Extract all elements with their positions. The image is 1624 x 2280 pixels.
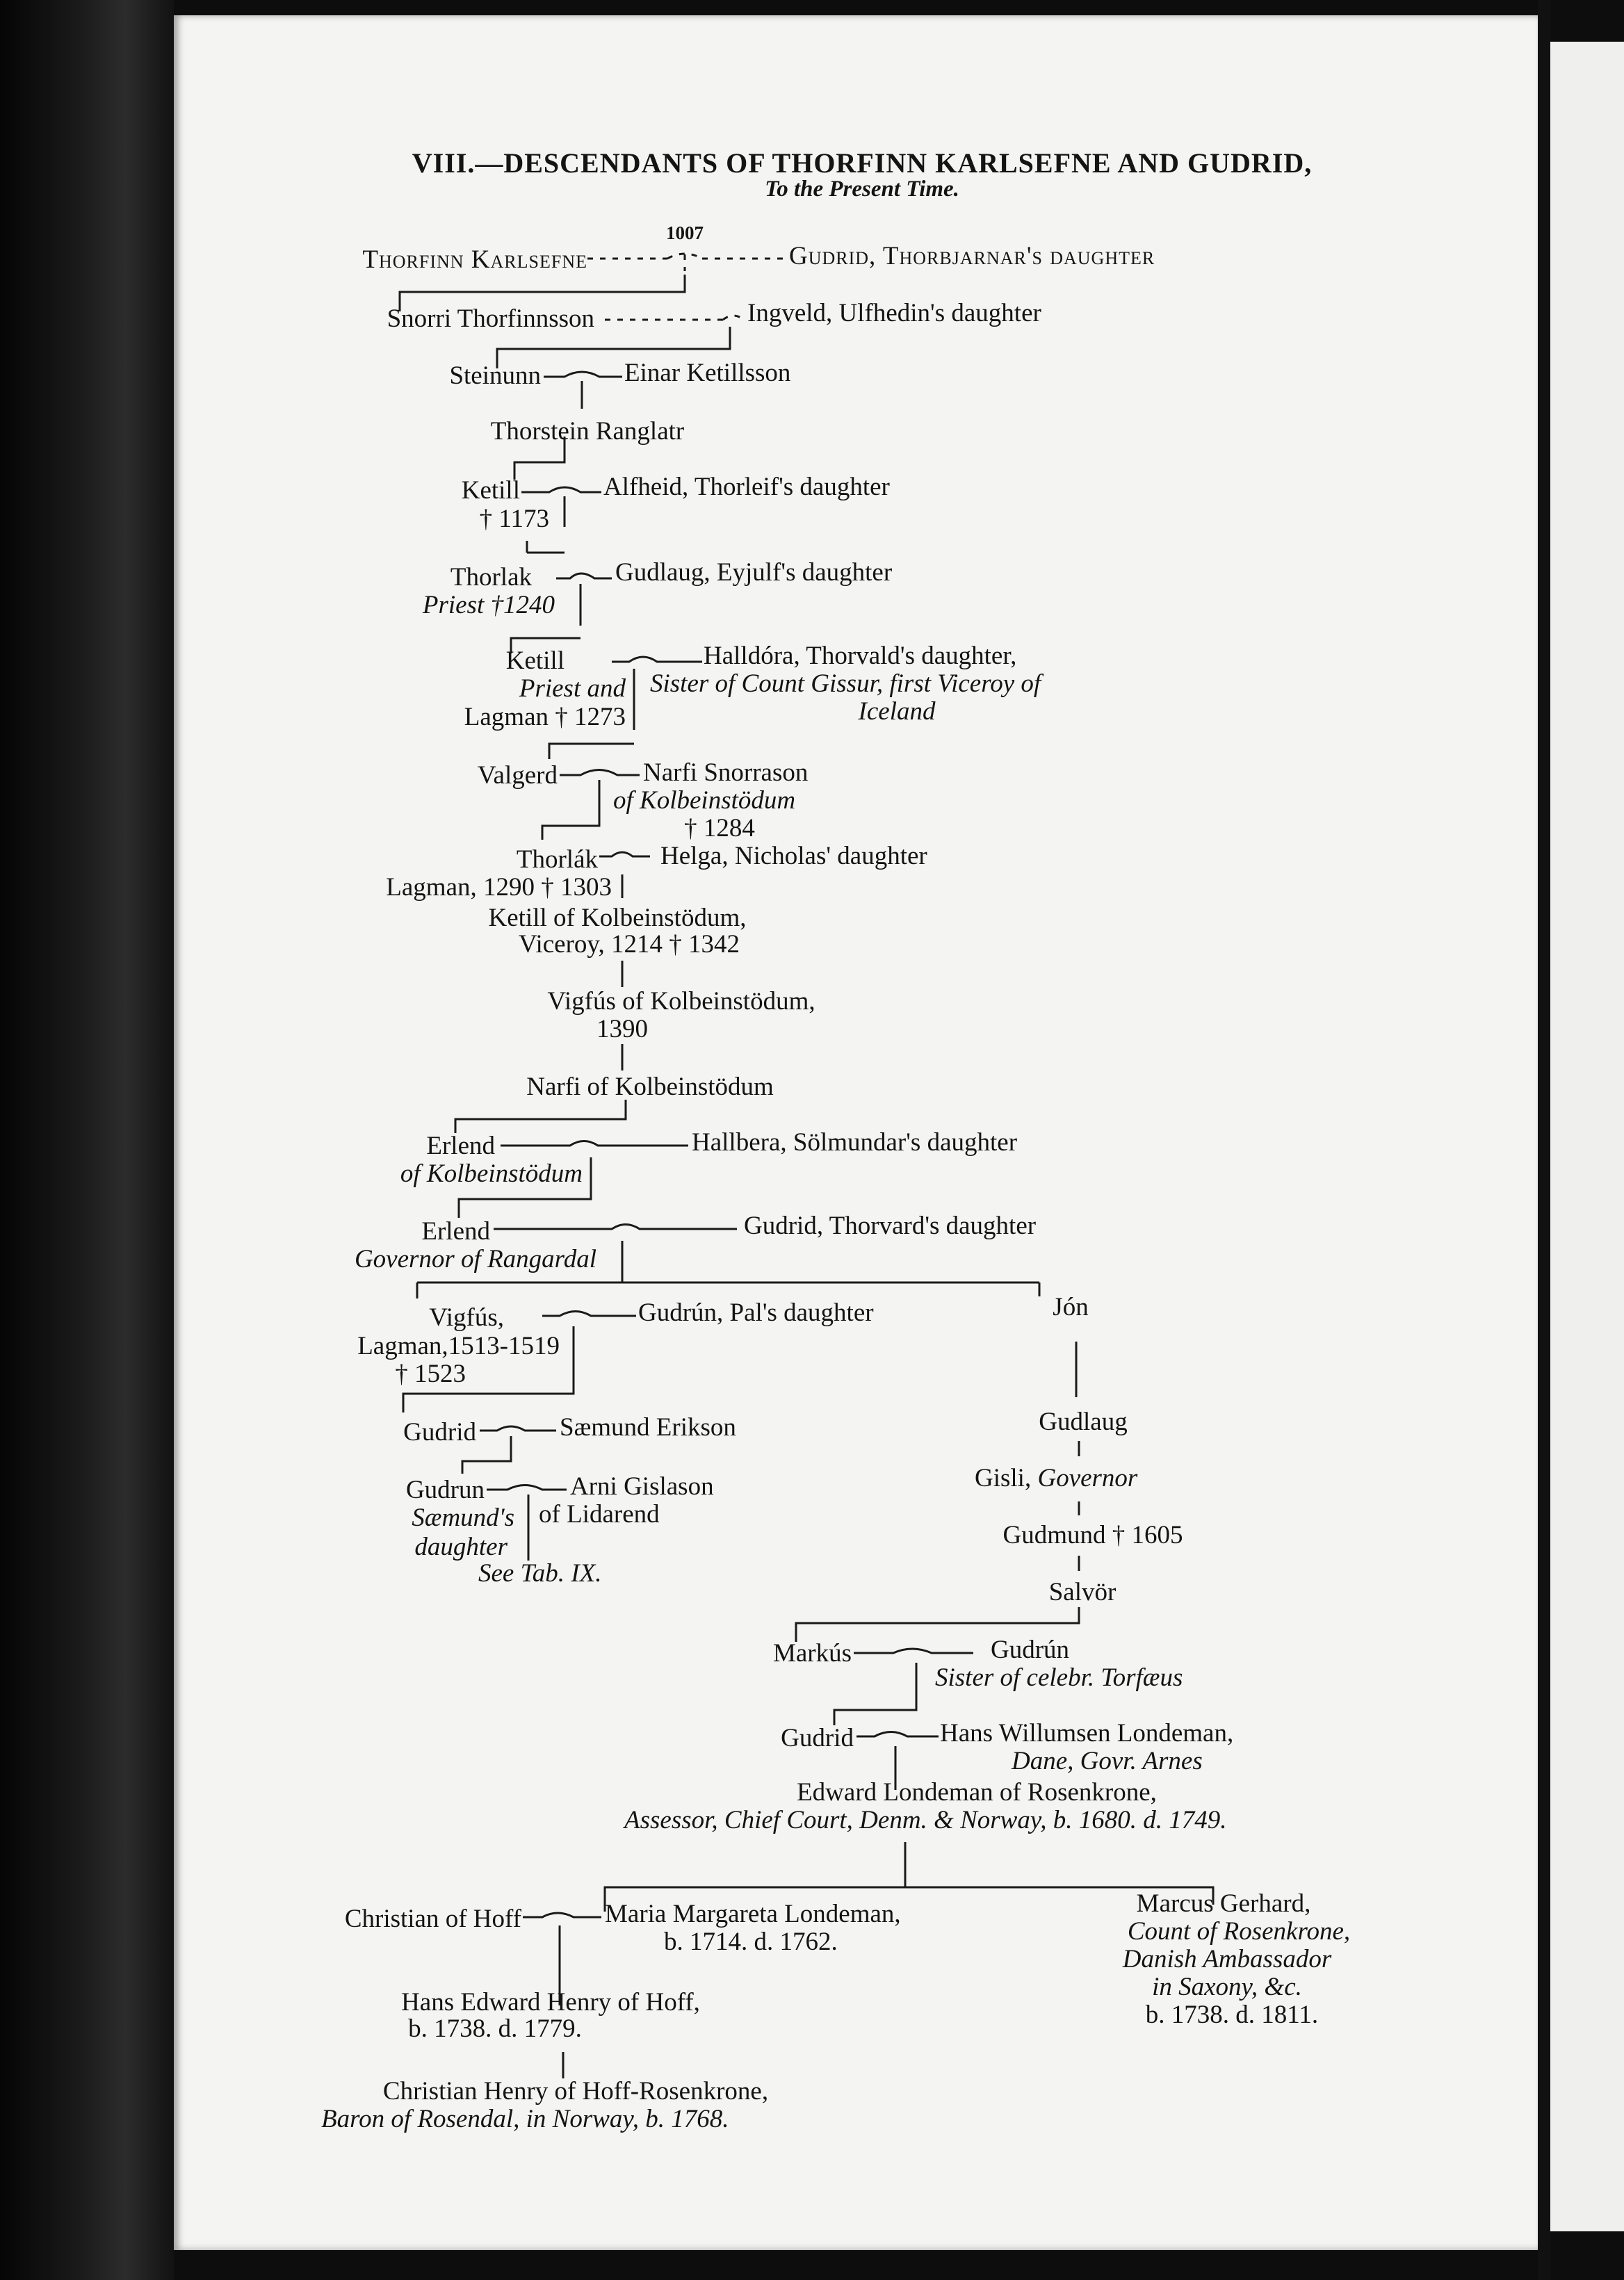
- marcus-gerhard-dates: b. 1738. d. 1811.: [1145, 2001, 1319, 2029]
- einar-ketillsson: Einar Ketillsson: [624, 359, 791, 387]
- narfi-of-kolbeinstodum: Narfi of Kolbeinstödum: [526, 1073, 774, 1101]
- markus: Markús: [772, 1639, 852, 1668]
- gudlaug-eyjulf: Gudlaug, Eyjulf's daughter: [615, 558, 893, 587]
- marriage-year: 1007: [666, 222, 704, 243]
- arni-gislason: Arni Gislason: [570, 1472, 714, 1501]
- marcus-gerhard-role: Danish Ambassador: [1122, 1945, 1332, 1973]
- ketill-1: Ketill: [461, 476, 520, 505]
- gudrun-parent-note: Sæmund's: [412, 1504, 514, 1532]
- gudlaug: Gudlaug: [1039, 1408, 1128, 1436]
- ingveld: Ingveld, Ulfhedin's daughter: [747, 299, 1041, 327]
- thorstein-ranglatr: Thorstein Ranglatr: [490, 417, 685, 446]
- facing-page-edge: [1550, 42, 1624, 2231]
- ketill-2: Ketill: [505, 646, 565, 675]
- ketill-of-kolbeinstodum: Ketill of Kolbeinstödum,: [488, 904, 747, 932]
- marcus-gerhard: Marcus Gerhard,: [1136, 1889, 1311, 1918]
- erlend-2: Erlend: [421, 1217, 490, 1246]
- halldora: Halldóra, Thorvald's daughter,: [704, 642, 1017, 670]
- vigfus-death: † 1523: [395, 1360, 466, 1388]
- vigfus-of-kolbeinstodum: Vigfús of Kolbeinstödum,: [547, 987, 815, 1016]
- hans-willumsen-londeman: Hans Willumsen Londeman,: [940, 1719, 1234, 1748]
- narfi-snorrason-place: of Kolbeinstödum: [613, 786, 796, 815]
- narfi-snorrason: Narfi Snorrason: [643, 758, 809, 787]
- book-spine-edge: [0, 0, 174, 2280]
- salvor: Salvör: [1048, 1578, 1116, 1606]
- gudrun-parent-note-2: daughter: [414, 1533, 508, 1561]
- ketill-of-kolbeinstodum-note: Viceroy, 1214 † 1342: [518, 930, 740, 959]
- vigfus-year: 1390: [596, 1015, 648, 1043]
- helga: Helga, Nicholas' daughter: [660, 842, 927, 870]
- gudrun-torfaeus-note: Sister of celebr. Torfæus: [935, 1663, 1183, 1692]
- gudmund: Gudmund † 1605: [1002, 1521, 1183, 1549]
- hans-edward-henry-dates: b. 1738. d. 1779.: [408, 2014, 582, 2043]
- gudrun-saemund: Gudrun: [405, 1476, 485, 1504]
- edward-londeman: Edward Londeman of Rosenkrone,: [797, 1778, 1157, 1807]
- gudrid-thorbjarnar: Gudrid, Thorbjarnar's daughter: [789, 242, 1155, 270]
- ketill-2-death: Lagman † 1273: [464, 703, 626, 731]
- thorlak-2: Thorlák: [516, 845, 598, 874]
- maria-margareta-londeman: Maria Margareta Londeman,: [605, 1900, 901, 1928]
- gudrid-thorvard: Gudrid, Thorvard's daughter: [744, 1212, 1037, 1240]
- snorri-thorfinnsson: Snorri Thorfinnsson: [387, 304, 594, 333]
- thorlak-2-note: Lagman, 1290 † 1303: [386, 873, 612, 902]
- arni-place: of Lidarend: [539, 1500, 660, 1529]
- steinunn: Steinunn: [449, 361, 541, 390]
- gisli-governor: Gisli, Governor: [975, 1464, 1138, 1492]
- jon: Jón: [1053, 1293, 1089, 1321]
- halldora-note-2: Iceland: [858, 697, 936, 726]
- narfi-snorrason-death: † 1284: [684, 814, 755, 842]
- hallbera: Hallbera, Sölmundar's daughter: [692, 1128, 1018, 1157]
- hans-willumsen-note: Dane, Govr. Arnes: [1012, 1747, 1203, 1775]
- gudrid-vigfus: Gudrid: [403, 1418, 476, 1447]
- christian-henry-of-hoff-rosenkrone: Christian Henry of Hoff-Rosenkrone,: [382, 2077, 769, 2106]
- page-gutter: [1538, 0, 1550, 2280]
- page-title: VIII.—DESCENDANTS OF THORFINN KARLSEFNE AND GUDRID,: [412, 147, 1313, 179]
- gudrun-pal: Gudrún, Pal's daughter: [638, 1298, 874, 1327]
- thorlak: Thorlak: [450, 563, 532, 592]
- vigfus-lagman: Lagman,1513-1519: [357, 1332, 560, 1360]
- halldora-note: Sister of Count Gissur, first Viceroy of: [650, 669, 1041, 698]
- see-table-ix-link: See Tab. IX.: [478, 1559, 602, 1588]
- hans-edward-henry-of-hoff: Hans Edward Henry of Hoff,: [401, 1988, 700, 2017]
- erlend-1: Erlend: [426, 1132, 495, 1160]
- christian-henry-note: Baron of Rosendal, in Norway, b. 1768.: [321, 2105, 729, 2133]
- ketill-1-death: † 1173: [479, 505, 549, 533]
- gudrid-markus: Gudrid: [781, 1724, 854, 1752]
- page-subtitle: To the Present Time.: [765, 177, 959, 202]
- ketill-2-title: Priest and: [519, 674, 626, 703]
- valgerd: Valgerd: [477, 761, 558, 790]
- erlend-2-title: Governor of Rangardal: [354, 1245, 596, 1273]
- alfheid: Alfheid, Thorleif's daughter: [603, 473, 890, 501]
- thorfinn-karlsefne: Thorfinn Karlsefne: [362, 245, 587, 274]
- gudrun-torfaeus: Gudrún: [991, 1636, 1070, 1664]
- thorlak-note: Priest †1240: [422, 591, 555, 619]
- erlend-1-place: of Kolbeinstödum: [400, 1159, 583, 1188]
- christian-of-hoff: Christian of Hoff: [344, 1905, 521, 1933]
- marcus-gerhard-place: in Saxony, &c.: [1152, 1973, 1302, 2001]
- edward-londeman-note: Assessor, Chief Court, Denm. & Norway, b. 1680. d. 1749.: [624, 1806, 1227, 1834]
- maria-margareta-dates: b. 1714. d. 1762.: [664, 1928, 838, 1956]
- vigfus: Vigfús,: [429, 1303, 504, 1332]
- saemund-erikson: Sæmund Erikson: [560, 1413, 736, 1442]
- marcus-gerhard-title: Count of Rosenkrone,: [1127, 1917, 1351, 1946]
